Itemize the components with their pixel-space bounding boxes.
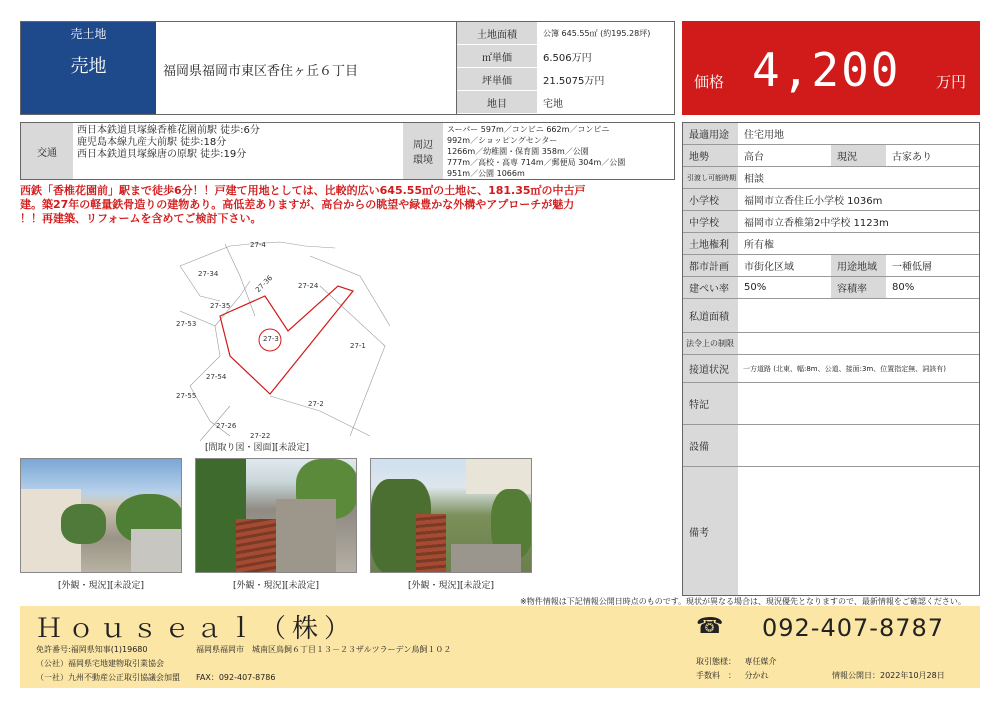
planning-label: 都市計画	[683, 255, 738, 276]
plot-labels	[170, 236, 400, 441]
remarks-label: 備考	[683, 467, 738, 595]
price-unit: 万円	[936, 73, 967, 91]
exterior-photo-2	[195, 458, 357, 573]
plot-label: 27-3	[263, 335, 279, 343]
description-line: ！！再建築、リフォームを含めてご検討下さい。	[20, 212, 262, 225]
header-spec-table	[456, 22, 676, 114]
land-type-value: 宅地	[543, 99, 563, 110]
road-label: 接道状況	[683, 355, 738, 382]
far-value: 80%	[892, 282, 915, 293]
terrain-label: 地勢	[683, 145, 738, 166]
elementary-label: 小学校	[683, 189, 738, 210]
junior-value: 福岡市立香椎第2中学校 1123m	[744, 218, 889, 229]
plot-label: 27-36	[254, 273, 275, 295]
exterior-photo-1	[20, 458, 182, 573]
land-area-label: 土地面積	[457, 22, 537, 45]
fee	[696, 670, 769, 681]
address-title: 福岡県福岡市東区香住ヶ丘６丁目	[163, 64, 359, 79]
handover-value: 相談	[744, 174, 764, 185]
photo-caption: [外観・現況][未設定]	[57, 581, 145, 591]
land-rights-value: 所有権	[744, 240, 774, 251]
best-use-value: 住宅用地	[744, 130, 784, 141]
notice: ※物件情報は下記情報公開日時点のものです。現状が異なる場合は、現況優先となりますので、最新情報をご確認ください。	[520, 597, 966, 606]
description-line: 建。築27年の軽量鉄骨造りの建物あり。高低差ありますが、高台からの眺望や緑豊かな外構やアプローチが魅力	[20, 198, 575, 211]
category-badge	[21, 22, 156, 114]
junior-label: 中学校	[683, 211, 738, 232]
land-type-label: 地目	[457, 91, 537, 114]
legal-label: 法令上の制限	[683, 333, 738, 354]
terrain-value: 高台	[744, 152, 764, 163]
plot-label: 27-34	[198, 270, 219, 278]
deal-type-value: 専任媒介	[744, 657, 777, 666]
transport-lines	[77, 125, 260, 161]
notes-label: 特記	[683, 383, 738, 424]
details-table	[682, 122, 980, 596]
plot-label: 27-22	[250, 432, 271, 440]
best-use-label: 最適用途	[683, 123, 738, 144]
association-1: （公社）福岡県宅地建物取引業協会	[36, 659, 164, 668]
road-value: 一方道路 (北東、幅:8m、公道、接面:3m、位置指定無、詞該有)	[743, 364, 946, 373]
plot-label: 27-4	[250, 241, 266, 249]
plot-label: 27-2	[308, 400, 324, 408]
plot-label: 27-35	[210, 302, 231, 310]
transport-line: 西日本鉄道貝塚線唐の原駅 徒歩:19分	[77, 149, 247, 160]
association-2: （一社）九州不動産公正取引協議会加盟	[36, 673, 180, 682]
photo-caption: [外観・現況][未設定]	[407, 581, 495, 591]
fax-number: FAX：092-407-8786	[196, 673, 276, 682]
status-label: 現況	[831, 145, 886, 166]
phone-icon: ☎	[696, 614, 724, 639]
plot-label: 27-26	[216, 422, 237, 430]
footer	[20, 606, 980, 688]
plot-label: 27-55	[176, 392, 197, 400]
env-line: 1266m／幼稚園・保育園 358m／公園	[447, 147, 589, 156]
unit-price-m2-value: 6.506万円	[543, 53, 592, 64]
plot-label: 27-53	[176, 320, 197, 328]
plot-label: 27-54	[206, 373, 227, 381]
company-name: Ｈｏｕｓｅａｌ（株）	[36, 614, 357, 644]
fee-value: 分かれ	[744, 671, 769, 680]
phone-number[interactable]: 092-407-8787	[762, 614, 945, 642]
far-label: 容積率	[831, 277, 886, 298]
environment-label: 周辺 環境	[403, 123, 443, 179]
deal-type-label: 取引態様：	[696, 657, 736, 666]
unit-price-tsubo-value: 21.5075万円	[543, 76, 605, 87]
exterior-photo-3	[370, 458, 532, 573]
status-value: 古家あり	[892, 152, 932, 163]
handover-label: 引渡し可能時期	[683, 167, 738, 188]
header-bar	[20, 21, 675, 115]
coverage-value: 50%	[744, 282, 767, 293]
photo-caption: [外観・現況][未設定]	[232, 581, 320, 591]
category-large: 売地	[70, 56, 107, 77]
fee-label: 手数料 ：	[696, 671, 736, 680]
elementary-value: 福岡市立香住丘小学校 1036m	[744, 196, 883, 207]
transport-line: 西日本鉄道貝塚線香椎花園前駅 徒歩:6分	[77, 125, 260, 136]
description-line: 西鉄「香椎花園前」駅まで徒歩6分！！戸建て用地としては、比較的広い645.55㎡の土地に、181.35㎡の中古戸	[20, 184, 586, 197]
env-line: 992m／ショッピングセンター	[447, 136, 558, 145]
env-line: スーパー 597m／コンビニ 662m／コンビニ	[447, 125, 610, 134]
zoning-value: 一種低層	[892, 262, 932, 273]
transport-label: 交通	[21, 123, 73, 179]
planning-value: 市街化区域	[744, 262, 794, 273]
legal-value	[738, 333, 744, 354]
contact-panel	[682, 606, 980, 688]
plot-label: 27-1	[350, 342, 366, 350]
environment-lines	[447, 124, 625, 179]
equipment-label: 設備	[683, 425, 738, 466]
publish-date: 情報公開日：2022年10月28日	[832, 671, 945, 680]
private-road-label: 私道面積	[683, 299, 738, 332]
description	[20, 184, 680, 226]
license-number: 免許番号:福岡県知事(1)19680	[36, 645, 148, 654]
env-line: 951m／公園 1066m	[447, 169, 525, 178]
zoning-label: 用途地域	[831, 255, 886, 276]
coverage-label: 建ぺい率	[683, 277, 738, 298]
private-road-value	[738, 299, 744, 332]
land-rights-label: 土地権利	[683, 233, 738, 254]
unit-price-m2-label: ㎡単価	[457, 45, 537, 68]
company-address: 福岡県福岡市 城南区鳥飼６丁目１３－２３ザルツラーデン鳥飼１０２	[196, 645, 452, 654]
plot-caption: [間取り図・図面][未設定]	[205, 443, 310, 453]
deal-type	[696, 656, 777, 667]
transport-section	[20, 122, 675, 180]
transport-line: 鹿児島本線九産大前駅 徒歩:18分	[77, 137, 227, 148]
price-value: 4,200	[752, 43, 901, 97]
category-small: 売土地	[70, 27, 107, 41]
price-label: 価格	[694, 73, 725, 91]
land-area-value: 公簿 645.55㎡ (約195.28坪)	[543, 29, 651, 38]
price-box	[682, 21, 980, 115]
plot-label: 27-24	[298, 282, 319, 290]
env-line: 777m／高校・高専 714m／郵便局 304m／公園	[447, 158, 626, 167]
unit-price-tsubo-label: 坪単価	[457, 68, 537, 91]
